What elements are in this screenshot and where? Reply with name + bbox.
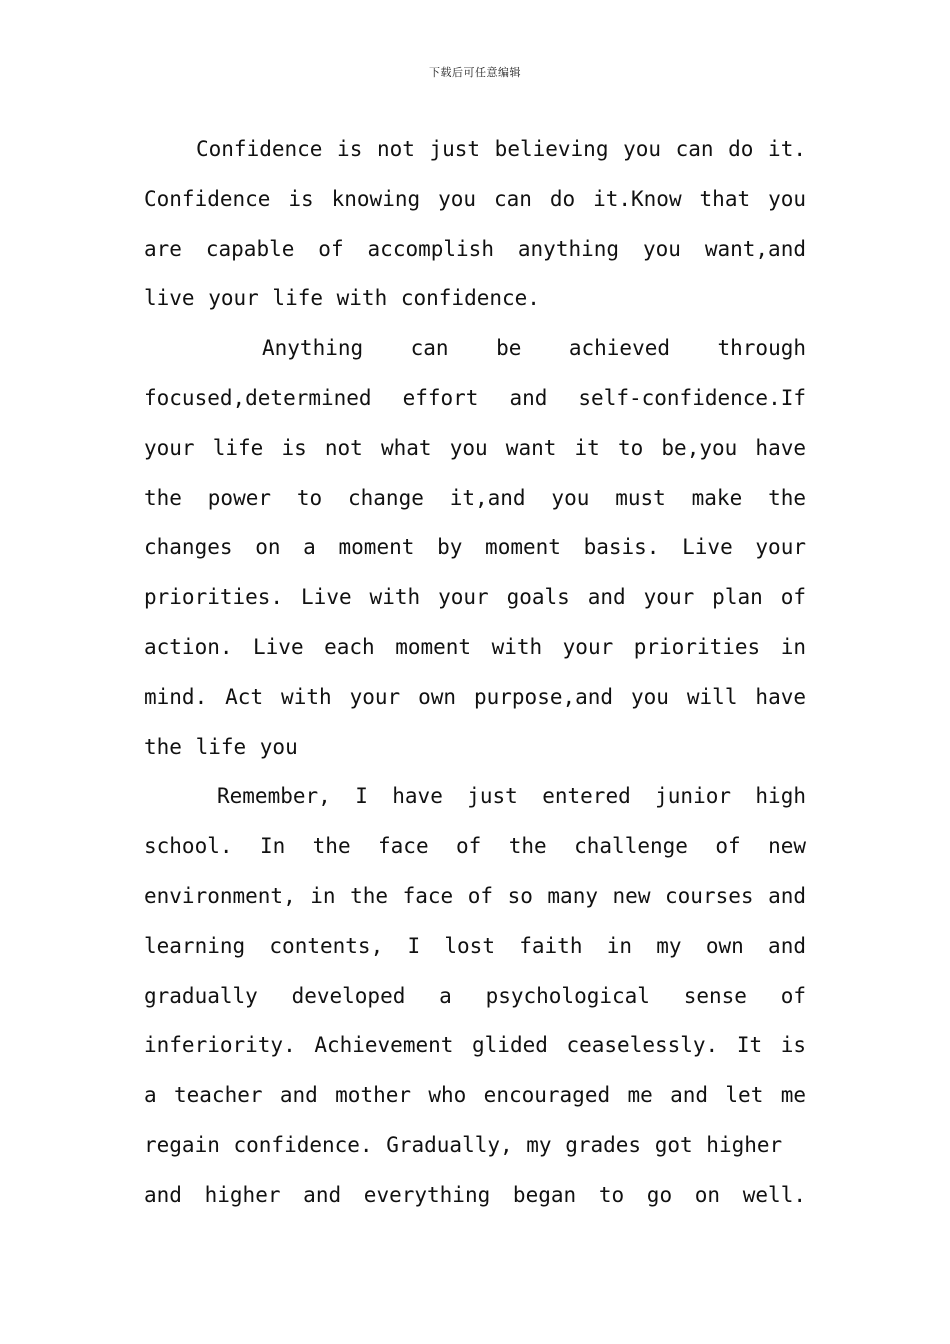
paragraph-continuation: and higher and everything began to go on well.	[144, 1182, 806, 1207]
paragraph-remember: Remember, I have just entered junior high school. In the face of the challenge of new environment, in the face of so many new courses and learning contents, I lost faith in my own and gradually developed a psychological sense of inferiority. Achievement glided ceaselessly. It is a teacher and mother who encouraged me and let me regain confidence. Gradually, my grades got higher	[144, 784, 806, 1157]
paragraph-confidence: Confidence is not just believing you can do it. Confidence is knowing you can do it.Know that you are capable of accomplish anything you want,and live your life with confidence.	[144, 137, 806, 311]
document-body	[144, 125, 806, 1221]
paragraph-anything-achieved: Anything can be achieved through focused,determined effort and self-confidence.If your life is not what you want it to be,you have the power to change it,and you must make the changes on a moment by moment basis. Live your priorities. Live with your goals and your plan of action. Live each moment with your priorities in mind. Act with your own purpose,and you will have the life you	[144, 336, 806, 759]
page-header-note: 下载后可任意编辑	[429, 66, 521, 79]
